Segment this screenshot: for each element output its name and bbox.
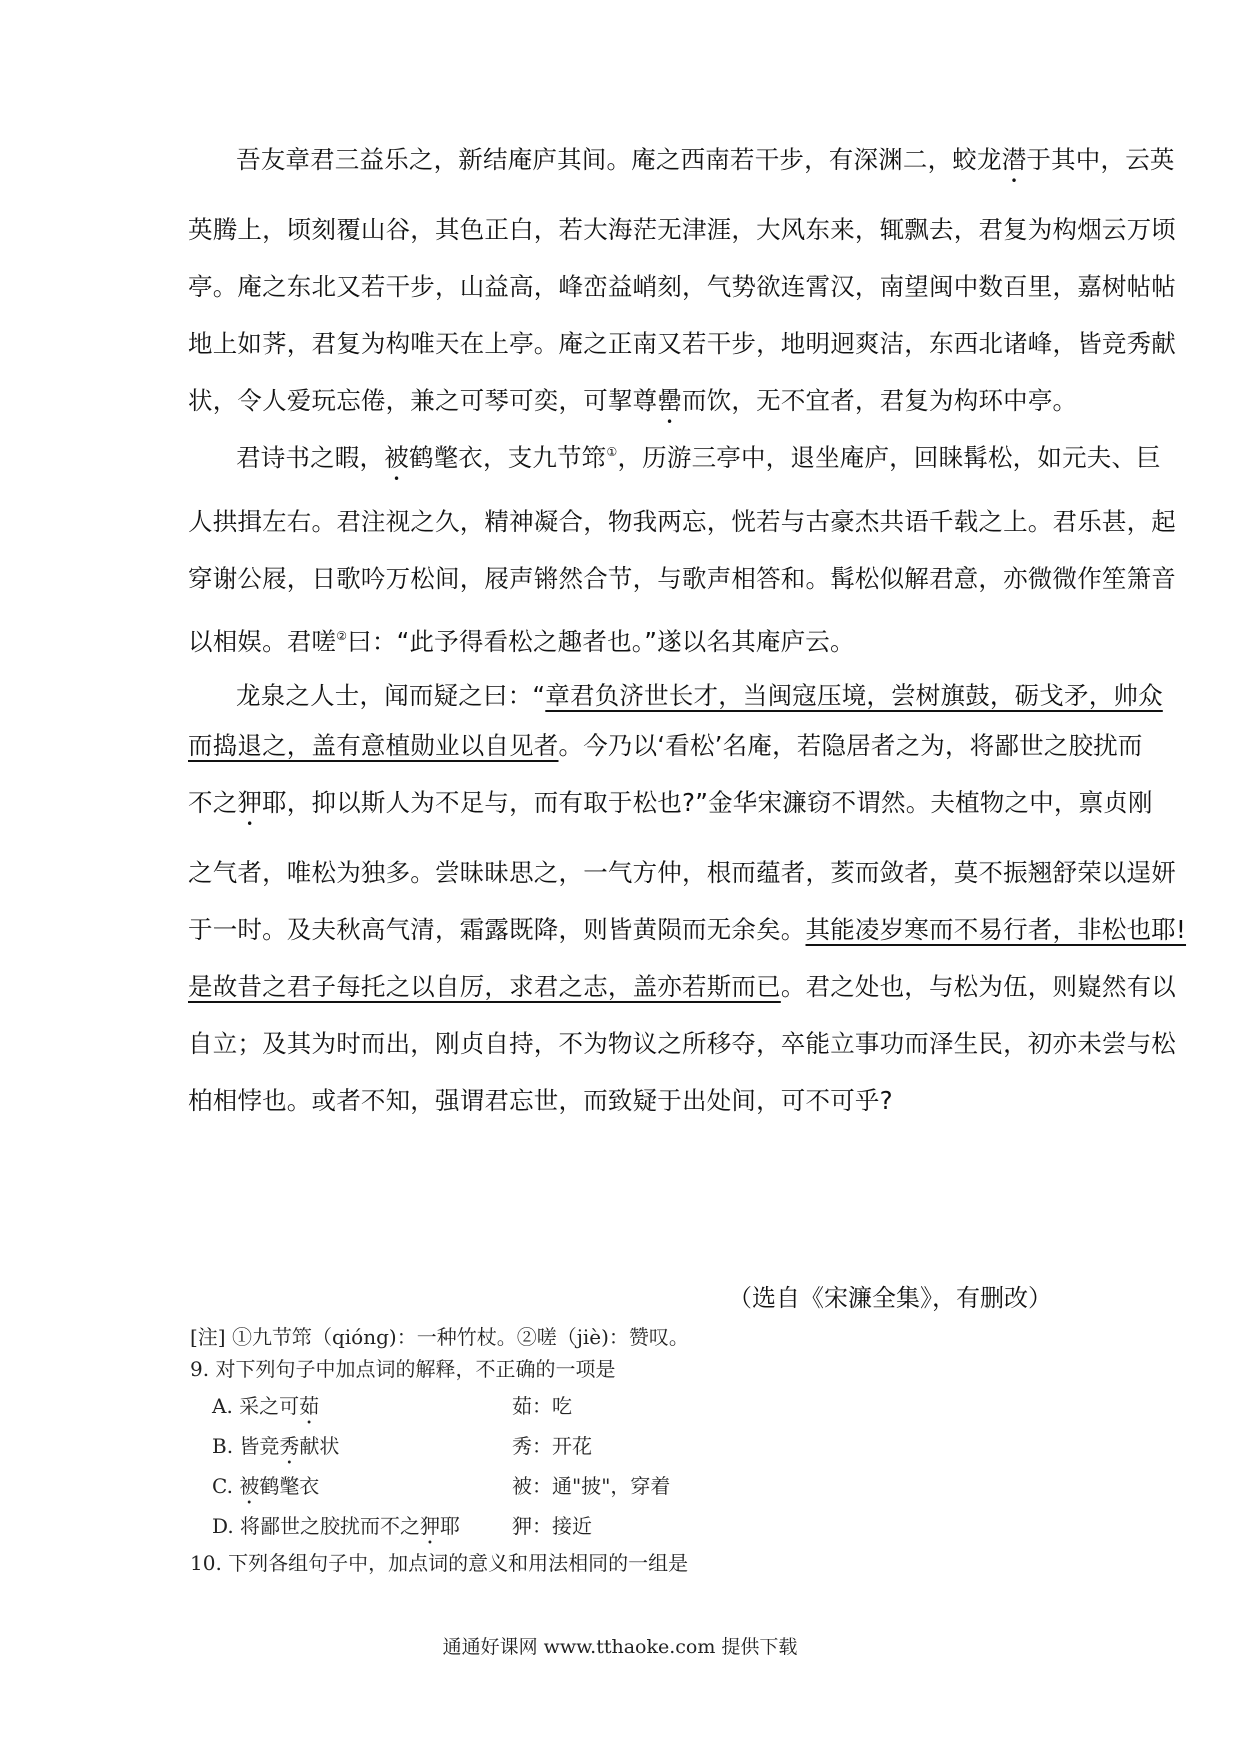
text-line: 龙泉之人士，闻而疑之曰：“章君负济世长才，当闽寇压境，尝树旗鼓，砺戈矛，帅众 bbox=[236, 681, 1163, 710]
option-b: B. 皆竞秀献状 秀：开花 bbox=[190, 1426, 1050, 1466]
text-line: 不之狎耶，抑以斯人为不足与，而有取于松也?”金华宋濂窃不谓然。夫植物之中，禀贞刚 bbox=[188, 788, 1153, 817]
passage-paragraph-3 bbox=[188, 676, 1187, 1138]
text-line: 人拱揖左右。君注视之久，精神凝合，物我两忘，恍若与古豪杰共语千载之上。君乐甚，起 bbox=[188, 507, 1176, 536]
option-explanation: 被：通"披"，穿着 bbox=[512, 1474, 671, 1498]
text-line: 英腾上，顷刻覆山谷，其色正白，若大海茫无津涯，大风东来，辄飘去，君复为构烟云万顷 bbox=[188, 215, 1176, 244]
option-explanation: 狎：接近 bbox=[512, 1514, 592, 1538]
option-d: D. 将鄙世之胶扰而不之狎耶 狎：接近 bbox=[190, 1506, 1050, 1546]
text-line: 亭。庵之东北又若干步，山益高，峰峦益峭刻，气势欲连霄汉，南望闽中数百里，嘉树帖帖 bbox=[188, 272, 1176, 301]
question-10-stem: 10. 下列各组句子中，加点词的意义和用法相同的一组是 bbox=[190, 1551, 689, 1575]
text-line: 之气者，唯松为独多。尝昧昧思之，一气方仲，根而蕴者，荄而敛者，莫不振翘舒荣以逞妍 bbox=[188, 858, 1176, 887]
passage-paragraph-1 bbox=[188, 140, 1176, 438]
text-line: 穿谢公屐，日歌吟万松间，屐声锵然合节，与歌声相答和。髯松似解君意，亦微微作笙箫音 bbox=[188, 564, 1176, 593]
text-line: 状，令人爱玩忘倦，兼之可琴可奕，可挈尊罍而饮，无不宜者，君复为构环中亭。 bbox=[188, 386, 1078, 415]
source-citation: （选自《宋濂全集》，有删改） bbox=[728, 1284, 1052, 1312]
text-line: 地上如荠，君复为构唯天在上亭。庵之正南又若干步，地明迥爽洁，东西北诸峰，皆竞秀献 bbox=[188, 329, 1176, 358]
option-explanation: 茹：吃 bbox=[512, 1394, 572, 1418]
option-a: A. 采之可茹 茹：吃 bbox=[190, 1386, 1050, 1426]
question-9-stem: 9. 对下列句子中加点词的解释，不正确的一项是 bbox=[190, 1357, 616, 1381]
text-line: 柏相悖也。或者不知，强谓君忘世，而致疑于出处间，可不可乎? bbox=[188, 1086, 893, 1115]
text-line: 君诗书之暇，被鹤氅衣，支九节筇①，历游三亭中，退坐庵庐，回睐髯松，如元夫、巨 bbox=[236, 443, 1161, 472]
text-line: 吾友章君三益乐之，新结庵庐其间。庵之西南若干步，有深渊二，蛟龙潜于其中，云英 bbox=[236, 145, 1175, 174]
text-line: 于一时。及夫秋高气清，霜露既降，则皆黄陨而无余矣。其能凌岁寒而不易行者，非松也耶! bbox=[188, 915, 1187, 944]
text-line: 自立；及其为时而出，刚贞自持，不为物议之所移夺，卒能立事功而泽生民，初亦未尝与松 bbox=[188, 1029, 1176, 1058]
questions-section bbox=[190, 1322, 1050, 1580]
passage-paragraph-2 bbox=[188, 432, 1176, 673]
annotation-note: [注] ①九节筇（qióng)：一种竹杖。②嗟（jiè)：赞叹。 bbox=[190, 1325, 689, 1349]
text-line: 以相娱。君嗟②曰：“此予得看松之趣者也。”遂以名其庵庐云。 bbox=[188, 627, 855, 656]
text-line: 是故昔之君子每托之以自厉，求君之志，盖亦若斯而已。君之处也，与松为伍，则嶷然有以 bbox=[188, 972, 1177, 1001]
footer-watermark: 通通好课网 www.tthaoke.com 提供下载 bbox=[442, 1636, 798, 1658]
option-explanation: 秀：开花 bbox=[512, 1434, 592, 1458]
option-c: C. 被鹤氅衣 被：通"披"，穿着 bbox=[190, 1466, 1050, 1506]
text-line: 而捣退之，盖有意植勋业以自见者。今乃以‘看松’名庵，若隐居者之为，将鄙世之胶扰而 bbox=[188, 731, 1143, 760]
